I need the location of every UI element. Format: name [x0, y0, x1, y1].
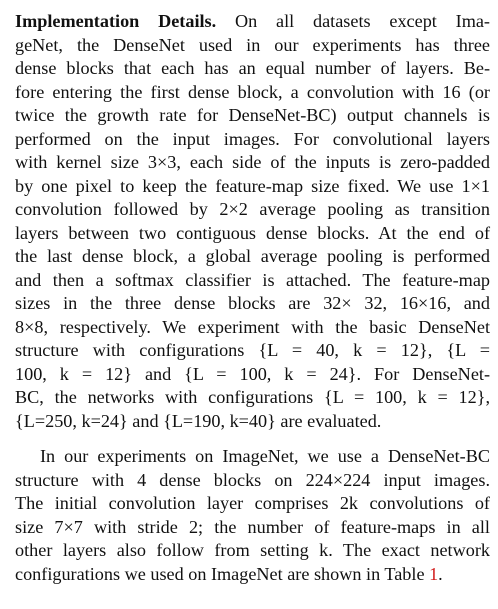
- text-line: {L=250, k=24} and {L=190, k=40} are evaluated.: [15, 410, 382, 431]
- table-reference-link[interactable]: 1: [429, 563, 439, 584]
- text-line: the last dense block, a global average pooling is performed: [15, 246, 490, 266]
- text-line: 8×8, respectively. We experiment with the basic DenseNet: [15, 316, 490, 337]
- text-line: with kernel size 3×3, each side of the inputs is zero-padded: [15, 152, 490, 172]
- text-line: by one pixel to keep the feature-map size fixed. We use 1×1: [15, 175, 490, 196]
- text-line: In our experiments on ImageNet, we use a DenseNet-BC: [40, 446, 490, 466]
- text-line: convolution followed by 2×2 average pooling as transition: [15, 199, 490, 219]
- text-line: geNet, the DenseNet used in our experiments has three: [15, 34, 490, 55]
- text-line: BC, the networks with configurations {L = 100, k = 12},: [15, 387, 490, 407]
- text-line: and then a softmax classifier is attached. The feature-map: [15, 269, 490, 290]
- text-line: sizes in the three dense blocks are 32× 32, 16×16, and: [15, 293, 490, 313]
- text-line: performed on the input images. For convolutional layers: [15, 128, 490, 149]
- text-line: The initial convolution layer comprises 2k convolutions of: [15, 493, 490, 513]
- text-span: configurations we used on ImageNet are shown in Table: [15, 563, 430, 584]
- text-line: structure with 4 dense blocks on 224×224 input images.: [15, 469, 490, 490]
- section-heading: Implementation Details.: [15, 11, 217, 31]
- text-line: [15, 10, 490, 34]
- text-line: other layers also follow from setting k. The exact network: [15, 540, 490, 560]
- text-span: On all datasets except Ima-: [216, 11, 490, 31]
- text-line: 100, k = 12} and {L = 100, k = 24}. For DenseNet-: [15, 363, 490, 384]
- text-line: fore entering the first dense block, a convolution with 16 (or: [15, 81, 490, 102]
- text-line: structure with configurations {L = 40, k = 12}, {L =: [15, 340, 490, 360]
- text-line: dense blocks that each has an equal number of layers. Be-: [15, 58, 490, 78]
- paper-page: [15, 10, 490, 586]
- text-line: layers between two contiguous dense blocks. At the end of: [15, 222, 490, 243]
- text-span: .: [438, 563, 443, 584]
- text-line: twice the growth rate for DenseNet-BC) output channels is: [15, 105, 490, 125]
- text-line: [15, 563, 490, 587]
- text-line: size 7×7 with stride 2; the number of feature-maps in all: [15, 516, 490, 537]
- paragraph-gap: [15, 433, 490, 445]
